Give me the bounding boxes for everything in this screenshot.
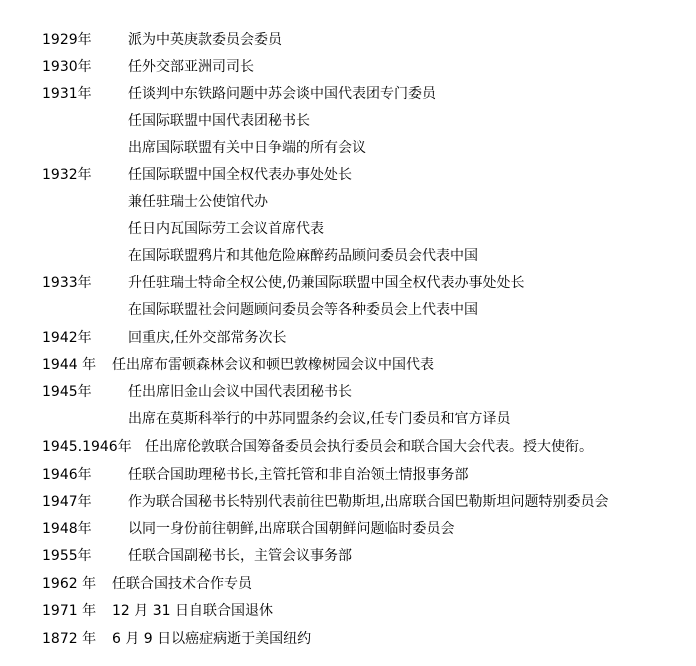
entry-year: 1929年 [42,32,92,48]
entry-text: 在国际联盟社会问题顾问委员会等各种委员会上代表中国 [128,302,478,318]
entry-text: 回重庆,任外交部常务次长 [128,330,287,346]
entry-text: 任出席伦敦联合国筹备委员会执行委员会和联合国大会代表。授大使衔。 [145,439,593,455]
entry-text: 出席国际联盟有关中日争端的所有会议 [128,140,366,156]
entry-year: 1945.1946年 [42,439,132,455]
entry-year: 1962 年 [42,576,97,592]
entry-text: 作为联合国秘书长特别代表前往巴勒斯坦,出席联合国巴勒斯坦问题特别委员会 [128,494,609,510]
entry-year: 1872 年 [42,631,97,647]
entry-year: 1942年 [42,330,92,346]
entry-text: 任出席布雷顿森林会议和顿巴敦橡树园会议中国代表 [112,357,434,373]
entry-year: 1948年 [42,521,92,537]
entry-text: 派为中英庚款委员会委员 [128,32,282,48]
entry-text: 在国际联盟鸦片和其他危险麻醉药品顾问委员会代表中国 [128,248,478,264]
entry-year: 1931年 [42,86,92,102]
entry-text: 以同一身份前往朝鲜,出席联合国朝鲜问题临时委员会 [128,521,455,537]
entry-text: 任出席旧金山会议中国代表团秘书长 [128,384,352,400]
entry-year: 1944 年 [42,357,97,373]
entry-year: 1946年 [42,467,92,483]
entry-text: 任联合国副秘书长，主管会议事务部 [128,548,352,564]
entry-year: 1932年 [42,167,92,183]
entry-text: 12 月 31 日自联合国退休 [112,603,273,619]
entry-text: 任联合国助理秘书长,主管托管和非自治领土情报事务部 [128,467,469,483]
entry-year: 1971 年 [42,603,97,619]
entry-text: 出席在莫斯科举行的中苏同盟条约会议,任专门委员和官方译员 [128,411,511,427]
entry-text: 任国际联盟中国代表团秘书长 [128,113,310,129]
entry-text: 6 月 9 日以癌症病逝于美国纽约 [112,631,312,647]
entry-year: 1930年 [42,59,92,75]
entry-text: 兼任驻瑞士公使馆代办 [128,194,268,210]
entry-text: 任外交部亚洲司司长 [128,59,254,75]
entry-year: 1955年 [42,548,92,564]
entry-year: 1945年 [42,384,92,400]
entry-text: 任国际联盟中国全权代表办事处处长 [128,167,352,183]
entry-year: 1933年 [42,275,92,291]
entry-text: 任谈判中东铁路问题中苏会谈中国代表团专门委员 [128,86,436,102]
entry-text: 任日内瓦国际劳工会议首席代表 [128,221,324,237]
entry-text: 升任驻瑞士特命全权公使,仍兼国际联盟中国全权代表办事处处长 [128,275,525,291]
entry-text: 任联合国技术合作专员 [112,576,252,592]
entry-year: 1947年 [42,494,92,510]
